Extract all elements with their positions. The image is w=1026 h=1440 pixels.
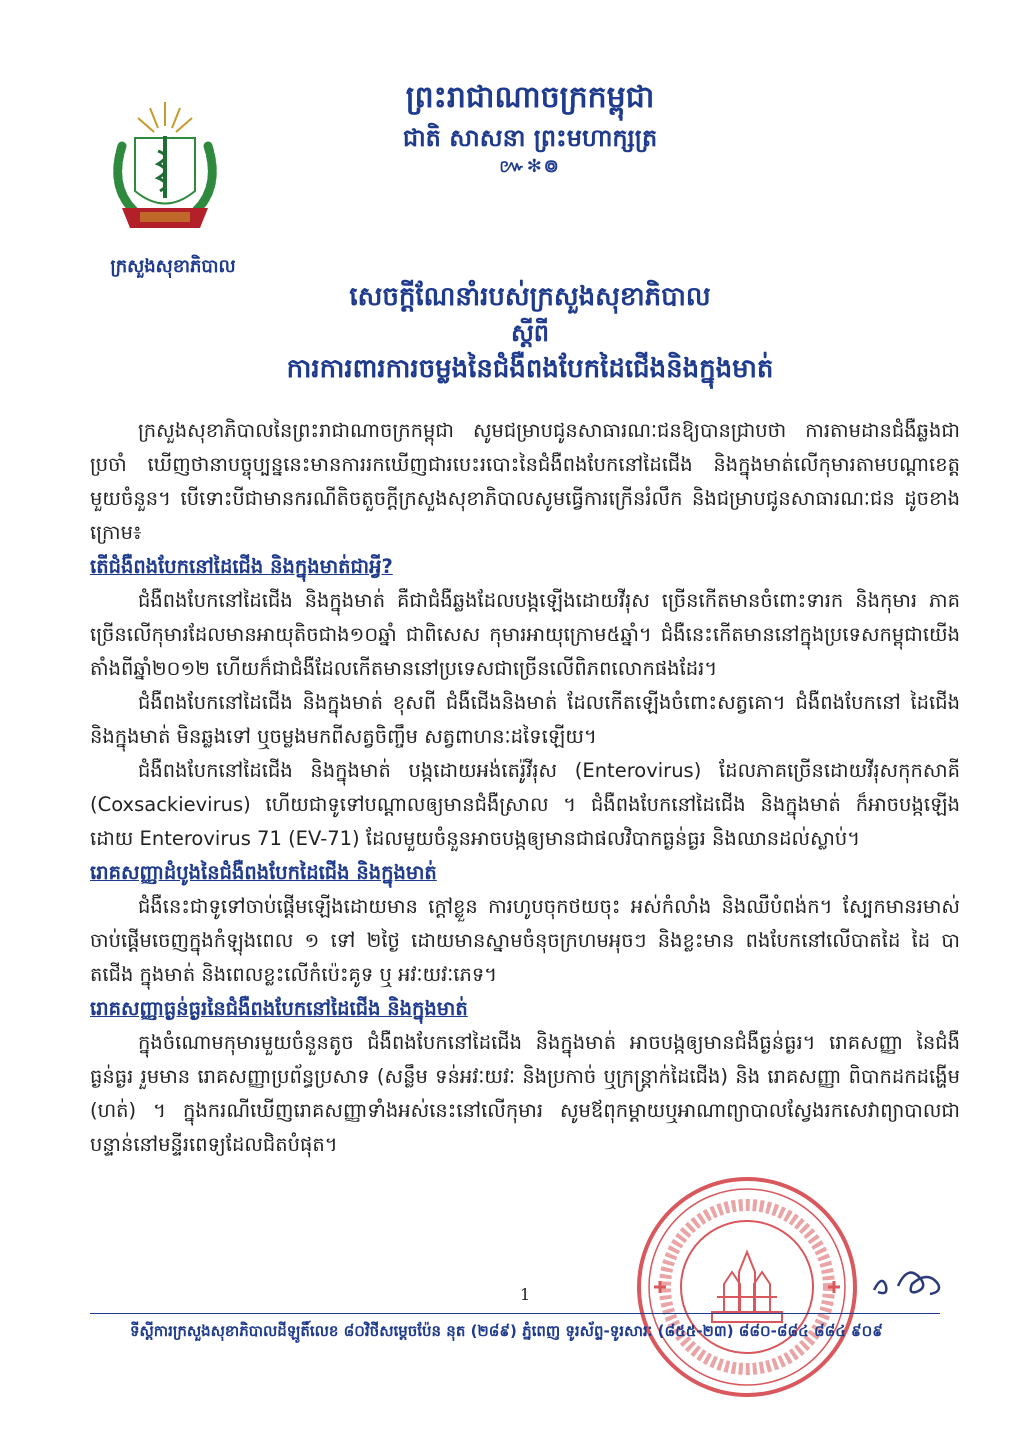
section-heading: រោគសញ្ញាធ្ងន់ធ្ងរនៃជំងឺពងបែកនៅដៃជើង និងក្នុងមាត់ [90,997,468,1020]
ornament-divider: ៚✻៙ [499,156,561,177]
section-paragraph: ជំងឺនេះជាទូទៅចាប់ផ្តើមឡើងដោយមាន ក្តៅខ្លួន ការហូបចុកថយចុះ អស់កំលាំង និងឈឺបំពង់ក។ ស្បែកមានរមាស់ចាប់ផ្តើមចេញក្នុងកំឡុងពេល ១ ទៅ ២ថ្ងៃ ដោយមានស្នាមចំនុចក្រហមអុចៗ និងខ្លះមាន ពងបែកនៅលើបាតដៃ ដៃ បាតជើង ក្នុងមាត់ និងពេលខ្លះលើកំប៉េះគូទ ឬ អវៈយវៈភេទ។ [90,895,960,986]
intro-paragraph: ក្រសួងសុខាភិបាលនៃព្រះរាជាណាចក្រកម្ពុជា សូមជម្រាបជូនសាធារណៈជនឱ្យបានជ្រាបថា ការតាមដានជំងឺឆ្លងជាប្រចាំ ឃើញថានាបច្ចុប្បន្ននេះមានការរកឃើញជារបេះរបោះនៃជំងឺពងបែកនៅដៃជើង និងក្នុងមាត់លើកុមារតាមបណ្តាខេត្តមួយចំនួន។ បើទោះបីជាមានករណីតិចតួចក្តីក្រសួងសុខាភិបាលសូមធ្វើការក្រើនរំលឹក និងជម្រាបជូនសាធារណៈជន ដូចខាងក្រោម៖ [90,419,960,544]
section-heading: តើជំងឺពងបែកនៅដៃជើង និងក្នុងមាត់ជាអ្វី? [90,555,393,578]
title-line-2: ស្តីពី [510,319,550,347]
title-line-1: សេចក្តីណែនាំរបស់ក្រសួងសុខាភិបាល [349,282,711,312]
page-number: 1 [520,1285,531,1304]
section-paragraph: ក្នុងចំណោមកុមារមួយចំនួនតូច ជំងឺពងបែកនៅដៃជើង និងក្នុងមាត់ អាចបង្កឲ្យមានជំងឺធ្ងន់ធ្ងរ។ រោគសញ្ញា នៃជំងឺធ្ងន់ធ្ងរ រួមមាន រោគសញ្ញាប្រព័ន្ធប្រសាទ (សន្លឹម ទន់អវៈយវៈ និងប្រកាច់ ឬក្រន្ត្រាក់ដៃជើង) និង រោគសញ្ញា ពិបាកដកដង្ហើម (ហត់) ។ ក្នុងករណីឃើញរោគសញ្ញាទាំងអស់នេះនៅលើកុមារ សូមឪពុកម្តាយឬអាណាព្យាបាលស្វែងរកសេវាព្យាបាលជាបន្ទាន់នៅមន្ទីរពេទ្យដែលជិតបំផុត។ [90,1031,960,1156]
document-body [90,414,960,1162]
health-ministry-emblem-icon [100,96,230,246]
title-line-3: ការការពារការចម្លងនៃជំងឺពងបែកដៃជើងនិងក្នុងមាត់ [286,354,774,384]
section-paragraph: ជំងឺពងបែកនៅដៃជើង និងក្នុងមាត់ ខុសពី ជំងឺជើងនិងមាត់ ដែលកើតឡើងចំពោះសត្វគោ។ ជំងឺពងបែកនៅ ដៃជើង និងក្នុងមាត់ មិនឆ្លងទៅ ឬចម្លងមកពីសត្វចិញ្ចឹម សត្វពាហនៈដទៃឡើយ។ [90,691,960,748]
ministry-name: ក្រសួងសុខាភិបាល [110,256,236,277]
kingdom-name: ព្រះរាជាណាចក្រកម្ពុជា [405,80,655,115]
section-heading: រោគសញ្ញាដំបូងនៃជំងឺពងបែកដៃជើង និងក្នុងមាត់ [90,861,437,884]
kingdom-header [300,78,760,178]
section-paragraph: ជំងឺពងបែកនៅដៃជើង និងក្នុងមាត់ គឺជាជំងឺឆ្លងដែលបង្កឡើងដោយវីរុស ច្រើនកើតមានចំពោះទារក និងកុមារ ភាគច្រើនលើកុមារដែលមានអាយុតិចជាង១០ឆ្នាំ ជាពិសេស កុមារអាយុក្រោម៥ឆ្នាំ។ ជំងឺនេះកើតមាននៅក្នុងប្រទេសកម្ពុជាយើងតាំងពីឆ្នាំ២០១២ ហើយក៏ជាជំងឺដែលកើតមាននៅប្រទេសជាច្រើនលើពិភពលោកផងដែរ។ [90,589,960,680]
footer-address: ទីស្តីការក្រសួងសុខាភិបាលដីឡូតិ៍លេខ ៨០វិថីសម្តេចប៉ែន នុត (២៨៩) ភ្នំពេញ ទូរស័ព្ទ-ទូរសារៈ (៨៥៥-២៣) ៨៨០-៨៨៤ ៨៨៤ ៩០៩ [130,1322,883,1340]
section-paragraph: ជំងឺពងបែកនៅដៃជើង និងក្នុងមាត់ បង្កដោយអង់តេរ៉ូវីរុស (Enterovirus) ដែលភាគច្រើនដោយវីរុសកុកសាគី (Coxsackievirus) ហើយជាទូទៅបណ្តាលឲ្យមានជំងឺស្រាល ។ ជំងឺពងបែកនៅដៃជើង និងក្នុងមាត់ ក៏អាចបង្កឡើងដោយ Enterovirus 71 (EV-71) ដែលមួយចំនួនអាចបង្កឲ្យមានជាផលវិបាកធ្ងន់ធ្ងរ និងឈានដល់ស្លាប់។ [90,759,960,850]
signature-icon [868,1256,958,1306]
document-title [180,278,880,388]
footer-divider [90,1313,940,1314]
national-motto: ជាតិ សាសនា ព្រះមហាក្សត្រ [402,124,658,152]
official-seal-icon [632,1172,862,1402]
